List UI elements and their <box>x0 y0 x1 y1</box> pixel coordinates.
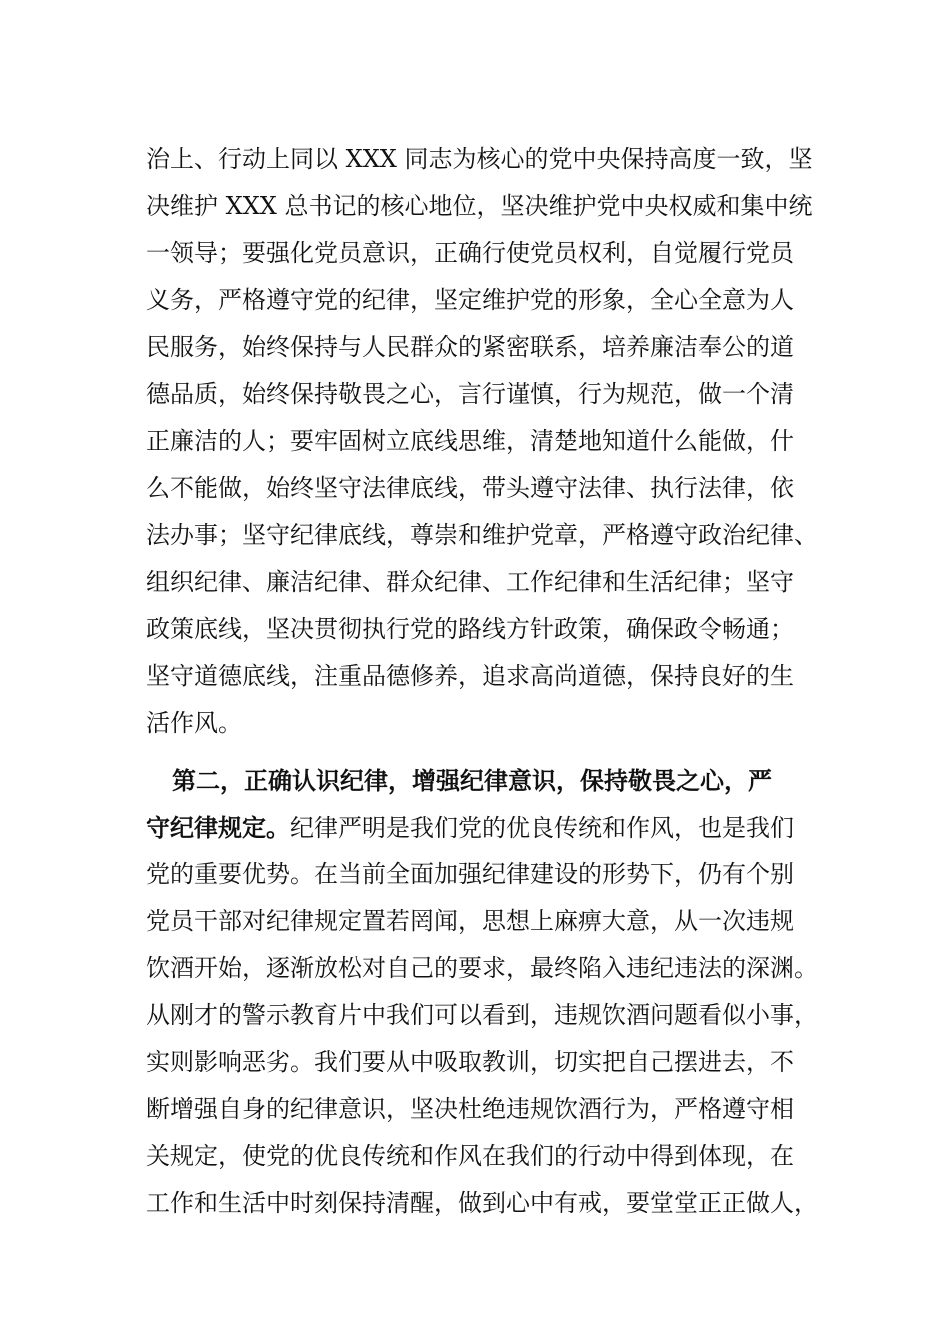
paragraph-1-line: 政策底线，坚决贯彻执行党的路线方针政策，确保政令畅通； <box>146 615 794 643</box>
paragraph-gap <box>146 747 846 757</box>
paragraph-1-line: 正廉洁的人；要牢固树立底线思维，清楚地知道什么能做，什 <box>146 427 794 455</box>
document-body <box>146 136 846 1227</box>
paragraph-1-line: 义务，严格遵守党的纪律，坚定维护党的形象，全心全意为人 <box>146 286 794 314</box>
paragraph-2-line: 党的重要优势。在当前全面加强纪律建设的形势下，仍有个别 <box>146 860 794 888</box>
paragraph-1-line: 德品质，始终保持敬畏之心，言行谨慎，行为规范，做一个清 <box>146 380 794 408</box>
paragraph-2-line-text: 纪律严明是我们党的优良传统和作风，也是我们 <box>290 814 794 842</box>
paragraph-1-line: 坚守道德底线，注重品德修养，追求高尚道德，保持良好的生 <box>146 662 794 690</box>
paragraph-1-line: 么不能做，始终坚守法律底线，带头遵守法律、执行法律，依 <box>146 474 794 502</box>
paragraph-2-line: 饮酒开始，逐渐放松对自己的要求，最终陷入违纪违法的深渊。 <box>146 954 818 982</box>
paragraph-1-line: 活作风。 <box>146 709 242 737</box>
paragraph-2-line: 党员干部对纪律规定置若罔闻，思想上麻痹大意，从一次违规 <box>146 907 794 935</box>
paragraph-1-line: 法办事；坚守纪律底线，尊崇和维护党章，严格遵守政治纪律、 <box>146 521 818 549</box>
paragraph-2-line: 断增强自身的纪律意识，坚决杜绝违规饮酒行为，严格遵守相 <box>146 1095 794 1123</box>
paragraph-2-heading-end: 守纪律规定。 <box>146 813 290 842</box>
paragraph-2-line: 工作和生活中时刻保持清醒，做到心中有戒，要堂堂正正做人， <box>146 1189 818 1217</box>
paragraph-1-line: 一领导；要强化党员意识，正确行使党员权利，自觉履行党员 <box>146 239 794 267</box>
paragraph-1-line: 民服务，始终保持与人民群众的紧密联系，培养廉洁奉公的道 <box>146 333 794 361</box>
paragraph-2-line <box>146 804 846 851</box>
paragraph-2-line: 关规定，使党的优良传统和作风在我们的行动中得到体现，在 <box>146 1142 794 1170</box>
paragraph-1-line: 决维护 XXX 总书记的核心地位，坚决维护党中央权威和集中统 <box>146 192 813 220</box>
paragraph-1 <box>146 136 846 747</box>
paragraph-1-line: 组织纪律、廉洁纪律、群众纪律、工作纪律和生活纪律；坚守 <box>146 568 794 596</box>
paragraph-2-line: 实则影响恶劣。我们要从中吸取教训，切实把自己摆进去，不 <box>146 1048 794 1076</box>
paragraph-1-line: 治上、行动上同以 XXX 同志为核心的党中央保持高度一致，坚 <box>146 145 813 173</box>
paragraph-2 <box>146 757 846 1227</box>
paragraph-2-line: 从刚才的警示教育片中我们可以看到，违规饮酒问题看似小事， <box>146 1001 818 1029</box>
paragraph-2-heading: 第二，正确认识纪律，增强纪律意识，保持敬畏之心，严 <box>172 766 772 795</box>
